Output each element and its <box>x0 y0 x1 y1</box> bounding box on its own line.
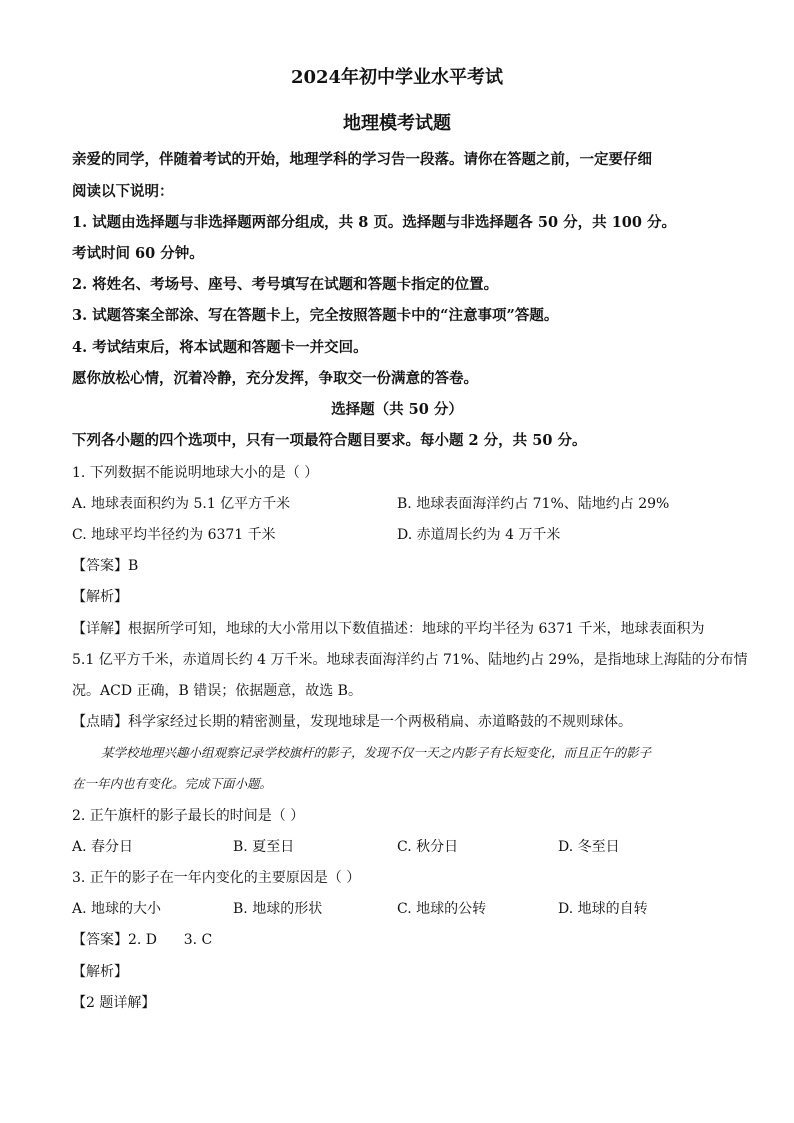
q2-q3-analysis-label: 【解析】 <box>72 964 128 980</box>
rule-2: 2. 将姓名、考场号、座号、考号填写在试题和答题卡指定的位置。 <box>72 276 499 293</box>
q3-option-d: D. 地球的自转 <box>558 901 648 917</box>
rule-3: 3. 试题答案全部涂、写在答题卡上，完全按照答题卡中的“注意事项”答题。 <box>72 307 559 324</box>
q1-stem: 1. 下列数据不能说明地球大小的是（ ） <box>72 465 319 481</box>
q2-option-c: C. 秋分日 <box>397 839 459 855</box>
q1-tip: 【点睛】科学家经过长期的精密测量，发现地球是一个两极稍扁、赤道略鼓的不规则球体。 <box>72 714 632 730</box>
q2-option-b: B. 夏至日 <box>233 839 295 855</box>
q1-option-a: A. 地球表面积约为 5.1 亿平方千米 <box>72 496 291 512</box>
q3-option-b: B. 地球的形状 <box>233 901 323 917</box>
q1-option-d: D. 赤道周长约为 4 万千米 <box>397 527 561 543</box>
q1-option-b: B. 地球表面海洋约占 71%、陆地约占 29% <box>397 496 670 512</box>
wish-line: 愿你放松心情，沉着冷静，充分发挥，争取交一份满意的答卷。 <box>72 370 478 387</box>
intro-line-2: 阅读以下说明： <box>72 183 174 200</box>
q1-option-c: C. 地球平均半径约为 6371 千米 <box>72 527 276 543</box>
q2-stem: 2. 正午旗杆的影子最长的时间是（ ） <box>72 808 305 824</box>
q3-option-c: C. 地球的公转 <box>397 901 487 917</box>
rule-1a: 1. 试题由选择题与非选择题两部分组成，共 8 页。选择题与非选择题各 50 分，共 100 分。 <box>72 214 677 231</box>
q3-option-a: A. 地球的大小 <box>72 901 162 917</box>
q1-detail-3: 况。ACD 正确，B 错误；依据题意，故选 B。 <box>72 683 362 699</box>
q2-q3-answer: 【答案】2. D 3. C <box>72 932 213 948</box>
q3-stem: 3. 正午的影子在一年内变化的主要原因是（ ） <box>72 870 361 886</box>
exam-title: 2024年初中学业水平考试 <box>290 67 504 88</box>
q1-analysis-label: 【解析】 <box>72 589 128 605</box>
q1-detail-2: 5.1 亿平方千米，赤道周长约 4 万千米。地球表面海洋约占 71%、陆地约占 29%，是指地球上海陆的分布情 <box>72 652 748 668</box>
section-heading: 选择题（共 50 分） <box>331 401 463 418</box>
q1-detail-1: 【详解】根据所学可知，地球的大小常用以下数值描述：地球的平均半径为 6371 千米，地球表面积为 <box>72 621 705 637</box>
q1-answer: 【答案】B <box>72 558 139 574</box>
passage-line-2: 在一年内也有变化。完成下面小题。 <box>72 776 273 791</box>
rule-1b: 考试时间 60 分钟。 <box>72 245 204 262</box>
intro-line-1: 亲爱的同学，伴随着考试的开始，地理学科的学习告一段落。请你在答题之前，一定要仔细 <box>72 151 652 168</box>
passage-line-1: 某学校地理兴趣小组观察记录学校旗杆的影子，发现不仅一天之内影子有长短变化，而且正午的影子 <box>101 745 652 760</box>
q2-option-d: D. 冬至日 <box>558 839 620 855</box>
q2-option-a: A. 春分日 <box>72 839 134 855</box>
q2-detail-label: 【2 题详解】 <box>72 995 156 1011</box>
section-instruction: 下列各小题的四个选项中，只有一项最符合题目要求。每小题 2 分，共 50 分。 <box>72 432 587 449</box>
rule-4: 4. 考试结束后，将本试题和答题卡一并交回。 <box>72 339 368 356</box>
exam-subtitle: 地理模考试题 <box>343 113 451 134</box>
